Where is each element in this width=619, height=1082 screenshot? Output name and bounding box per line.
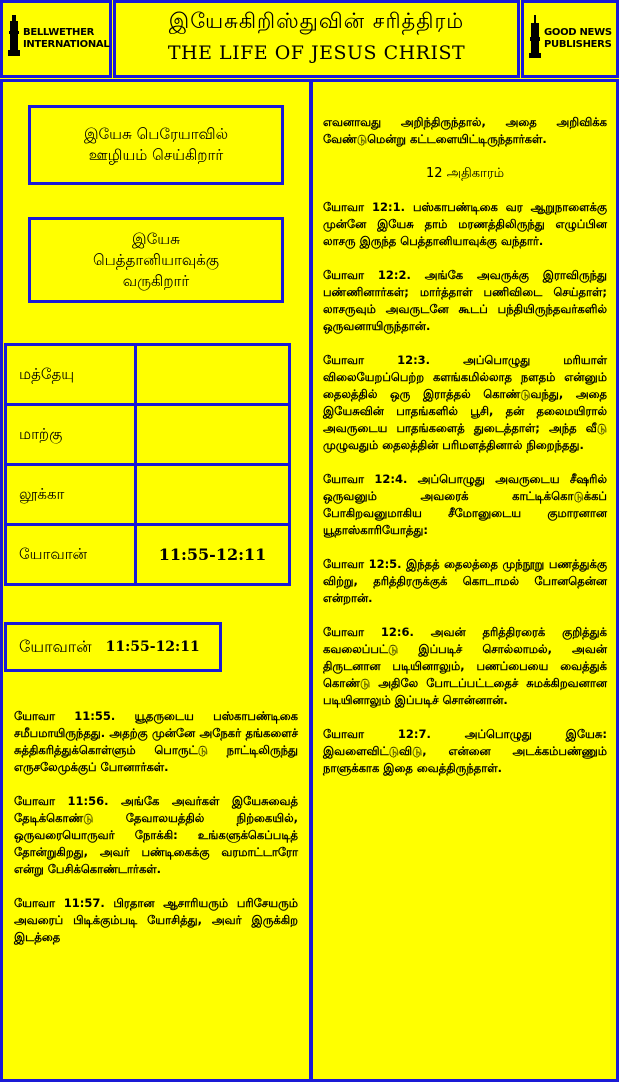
reference-verses bbox=[136, 345, 290, 405]
reference-book: மத்தேயு bbox=[6, 345, 136, 405]
table-row bbox=[6, 525, 290, 585]
bellwether-logo-icon bbox=[8, 15, 20, 61]
reference-verses: 11:55-12:11 bbox=[136, 525, 290, 585]
verse-paragraph: யோவா 11:56. அங்கே அவர்கள் இயேசுவைத் தேடிக்கொண்டு தேவாலயத்தில் நிற்கையில், ஒருவரையொருவர் நோக்கி: உங்களுக்கெப்படித் தோன்றுகிறது, அவர் பண்டிகைக்கு வரமாட்டாரோ என்று பேசிக்கொண்டார்கள். bbox=[14, 794, 298, 876]
title-english: THE LIFE OF JESUS CHRIST bbox=[167, 42, 466, 64]
verse-paragraph: யோவா 12:7. அப்பொழுது இயேசு: இவளைவிட்டுவிடு, என்னை அடக்கம்பண்ணும் நாளுக்காக இதை வைத்திருந்தாள். bbox=[323, 727, 607, 775]
left-logo-line-1: BELLWETHER bbox=[23, 27, 95, 38]
main-heading-line-1: இயேசு பெரேயாவில் bbox=[83, 125, 229, 143]
verse-paragraph: யோவா 12:1. பஸ்காபண்டிகை வர ஆறுநாளைக்கு முன்னே இயேசு தாம் மரணத்திலிருந்து எழுப்பின லாசரு இருந்த பெத்தானியாவுக்கு வந்தார். bbox=[323, 200, 607, 248]
right-logo-line-2: PUBLISHERS bbox=[544, 39, 612, 50]
section-ref: 11:55-12:11 bbox=[105, 639, 200, 655]
verse-paragraph: எவனாவது அறிந்திருந்தால், அதை அறிவிக்க வேண்டுமென்று கட்டளையிட்டிருந்தார்கள். bbox=[323, 115, 607, 146]
verse-paragraph: யோவா 12:3. அப்பொழுது மரியாள் விலையேறப்பெற்ற களங்கமில்லாத நளதம் என்னும் தைலத்தில் ஒரு இராத்தல் கொண்டுவந்து, அதை இயேசுவின் பாதங்களில் பூசி, தன் தலைமயிரால் அவருடைய பாதங்களைத் துடைத்தாள்; அந்த வீடு முழுவதும் தைலத்தின் பரிமளத்தினால் நிறைந்தது. bbox=[323, 353, 607, 452]
left-logo-line-2: INTERNATIONAL bbox=[23, 39, 110, 50]
reference-book: யோவான் bbox=[6, 525, 136, 585]
sub-heading bbox=[28, 217, 284, 303]
good-news-logo-icon bbox=[529, 15, 541, 61]
verse-paragraph: யோவா 12:2. அங்கே அவருக்கு இராவிருந்து பண்ணினார்கள்; மார்த்தாள் பணிவிடை செய்தாள்; லாசருவும் அவருடனே கூடப் பந்தியிருந்தவர்களில் ஒருவனாயிருந்தான். bbox=[323, 268, 607, 333]
verse-paragraph: யோவா 12:5. இந்தத் தைலத்தை முந்நூறு பணத்துக்கு விற்று, தரித்திரருக்குக் கொடாமல் போனதென்ன என்றான். bbox=[323, 557, 607, 605]
verse-paragraph: யோவா 11:55. யூதருடைய பஸ்காபண்டிகை சமீபமாயிருந்தது. அதற்கு முன்னே அநேகர் தங்களைச் சுத்திகரித்துக்கொள்ளும் பொருட்டு நாட்டிலிருந்து எருசலேமுக்குப் போனார்கள். bbox=[14, 709, 298, 774]
table-row bbox=[6, 405, 290, 465]
table-row bbox=[6, 345, 290, 405]
right-logo bbox=[521, 0, 619, 78]
right-verse-column bbox=[323, 114, 607, 794]
reference-verses bbox=[136, 465, 290, 525]
reference-verses bbox=[136, 405, 290, 465]
chapter-heading: 12 அதிகாரம் bbox=[425, 166, 505, 181]
main-heading-line-2: ஊழியம் செய்கிறார் bbox=[88, 146, 224, 164]
gospel-reference-table bbox=[4, 343, 291, 586]
section-label bbox=[4, 622, 222, 672]
sub-heading-line-1: இயேசு bbox=[132, 229, 180, 248]
left-logo bbox=[0, 0, 112, 78]
right-logo-line-1: GOOD NEWS bbox=[544, 27, 612, 38]
verse-paragraph: யோவா 12:4. அப்பொழுது அவருடைய சீஷரில் ஒருவனும் அவரைக் காட்டிக்கொடுக்கப் போகிறவனுமாகிய சீமோனுடைய குமாரனான யூதாஸ்காரியோத்து: bbox=[323, 472, 607, 537]
table-row bbox=[6, 465, 290, 525]
verse-paragraph: யோவா 12:6. அவன் தரித்திரரைக் குறித்துக் கவலைப்பட்டு இப்படிச் சொல்லாமல், அவன் திருடனான படியினாலும், பணப்பையை வைத்துக் கொண்டு அதிலே போடப்பட்டதைச் சுமக்கிறவனான படியினாலும் இப்படிச் சொன்னான். bbox=[323, 625, 607, 707]
title-tamil: இயேசுகிறிஸ்துவின் சரித்திரம் bbox=[168, 9, 465, 33]
left-verse-column bbox=[14, 708, 298, 963]
sub-heading-line-2: பெத்தானியாவுக்கு bbox=[92, 250, 220, 269]
reference-book: மாற்கு bbox=[6, 405, 136, 465]
page-title bbox=[113, 0, 520, 78]
main-heading bbox=[28, 105, 284, 185]
verse-paragraph: யோவா 11:57. பிரதான ஆசாரியரும் பரிசேயரும் அவரைப் பிடிக்கும்படி யோசித்து, அவர் இருக்கிற இடத்தை bbox=[14, 896, 298, 944]
section-book: யோவான் bbox=[19, 636, 92, 656]
reference-book: லூக்கா bbox=[6, 465, 136, 525]
sub-heading-line-3: வருகிறார் bbox=[122, 271, 190, 290]
